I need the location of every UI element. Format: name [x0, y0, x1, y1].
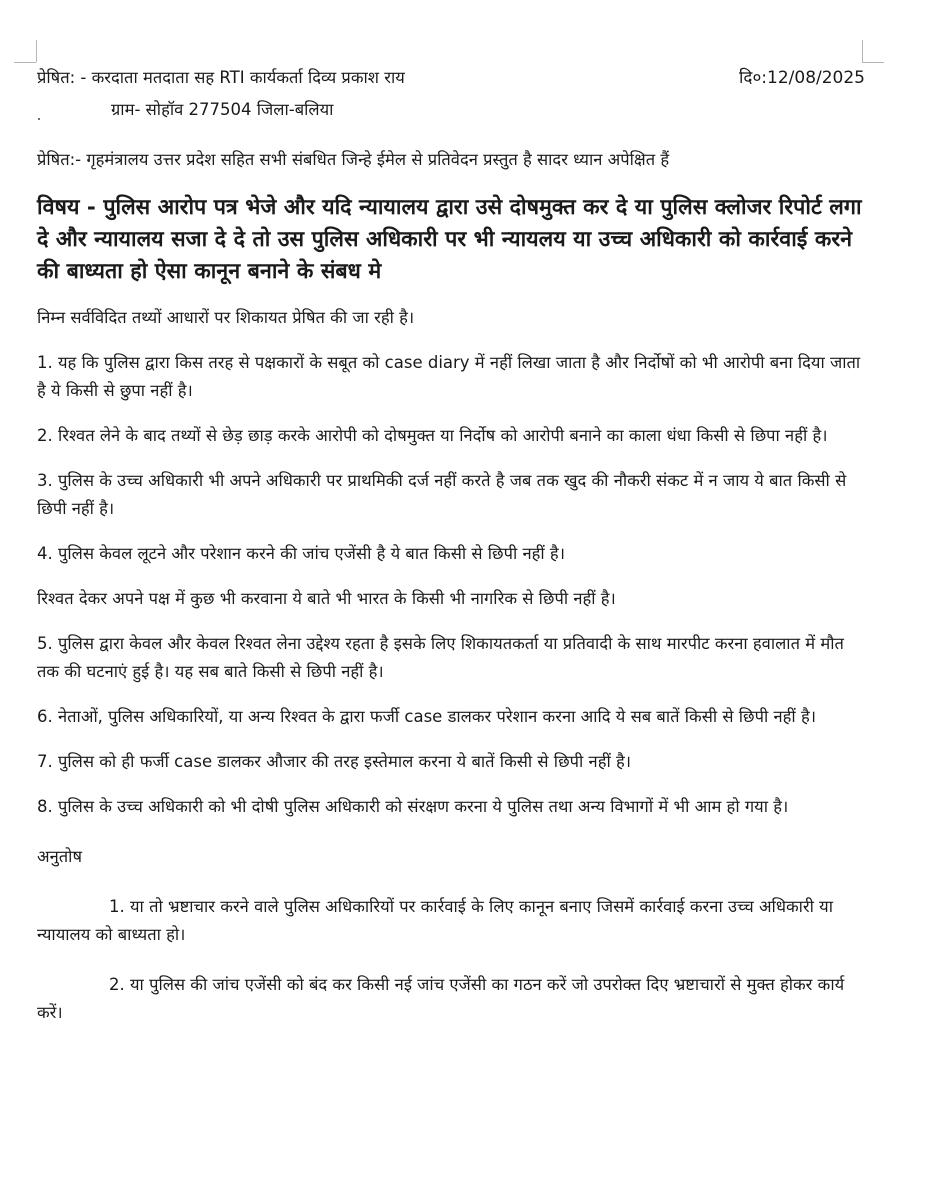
point-6: 6. नेताओं, पुलिस अधिकारियों, या अन्य रिश्वत के द्वारा फर्जी case डालकर परेशान करना आदि ये सब बातें किसी से छिपी नहीं है।: [37, 707, 816, 726]
recipient-line: प्रेषित:- गृहमंत्रालय उत्तर प्रदेश सहित सभी संबधित जिन्हे ईमेल से प्रतिवेदन प्रस्तुत है सादर ध्यान अपेक्षित हैं: [37, 150, 670, 169]
point-5: 5. पुलिस द्वारा केवल और केवल रिश्वत लेना उद्देश्य रहता है इसके लिए शिकायतकर्ता या प्रतिवादी के साथ मारपीट करना हवालात में मौत तक की घटनाएं हुई है। यह सब बाते किसी से छिपी नहीं है।: [37, 634, 844, 681]
sender-line: प्रेषित: - करदाता मतदाता सह RTI कार्यकर्ता दिव्य प्रकाश राय: [37, 68, 405, 87]
point-8: 8. पुलिस के उच्च अधिकारी को भी दोषी पुलिस अधिकारी को संरक्षण करना ये पुलिस तथा अन्य विभागों में भी आम हो गया है।: [37, 797, 789, 816]
point-3: 3. पुलिस के उच्च अधिकारी भी अपने अधिकारी पर प्राथमिकी दर्ज नहीं करते है जब तक खुद की नौकरी संकट में न जाय ये बात किसी से छिपी नहीं है।: [37, 471, 847, 518]
point-2: 2. रिश्वत लेने के बाद तथ्यों से छेड़ छाड़ करके आरोपी को दोषमुक्त या निर्दोष को आरोपी बनाने का काला धंधा किसी से छिपा नहीं है।: [37, 426, 828, 445]
subject-heading: विषय - पुलिस आरोप पत्र भेजे और यदि न्यायालय द्वारा उसे दोषमुक्त कर दे या पुलिस क्लोजर रिपोर्ट लगा दे और न्यायालय सजा दे दे तो उस पुलिस अधिकारी पर भी न्यायलय या उच्च अधिकारी को कार्रवाई करने की बाध्यता हो ऐसा कानून बनाने के संबध मे: [37, 195, 862, 284]
document-page: [37, 64, 865, 1027]
letter-header: [37, 64, 865, 92]
point-4-continuation: रिश्वत देकर अपने पक्ष में कुछ भी करवाना ये बाते भी भारत के किसी भी नागरिक से छिपी नहीं है।: [37, 589, 616, 608]
letter-date: दि०:12/08/2025: [739, 68, 865, 88]
relief-heading: अनुतोष: [37, 847, 82, 866]
relief-item-2: 2. या पुलिस की जांच एजेंसी को बंद कर किसी नई जांच एजेंसी का गठन करें जो उपरोक्त दिए भ्रष्टाचारों से मुक्त होकर कार्य करें।: [37, 975, 845, 1022]
intro-paragraph: निम्न सर्वविदित तथ्यों आधारों पर शिकायत प्रेषित की जा रही है।: [37, 308, 415, 327]
relief-item-1: 1. या तो भ्रष्टाचार करने वाले पुलिस अधिकारियों पर कार्रवाई के लिए कानून बनाए जिसमें कार्रवाई करना उच्च अधिकारी या न्यायालय को बाध्यता हो।: [37, 897, 834, 944]
point-4: 4. पुलिस केवल लूटने और परेशान करने की जांच एजेंसी है ये बात किसी से छिपी नहीं है।: [37, 544, 565, 563]
point-7: 7. पुलिस को ही फर्जी case डालकर औजार की तरह इस्तेमाल करना ये बातें किसी से छिपी नहीं है।: [37, 752, 631, 771]
sender-address: ग्राम- सोहॉव 277504 जिला-बलिया: [111, 100, 334, 119]
point-1: 1. यह कि पुलिस द्वारा किस तरह से पक्षकारों के सबूत को case diary में नहीं लिखा जाता है और निर्दोषों को भी आरोपी बना दिया जाता है ये किसी से छुपा नहीं है।: [37, 353, 861, 400]
